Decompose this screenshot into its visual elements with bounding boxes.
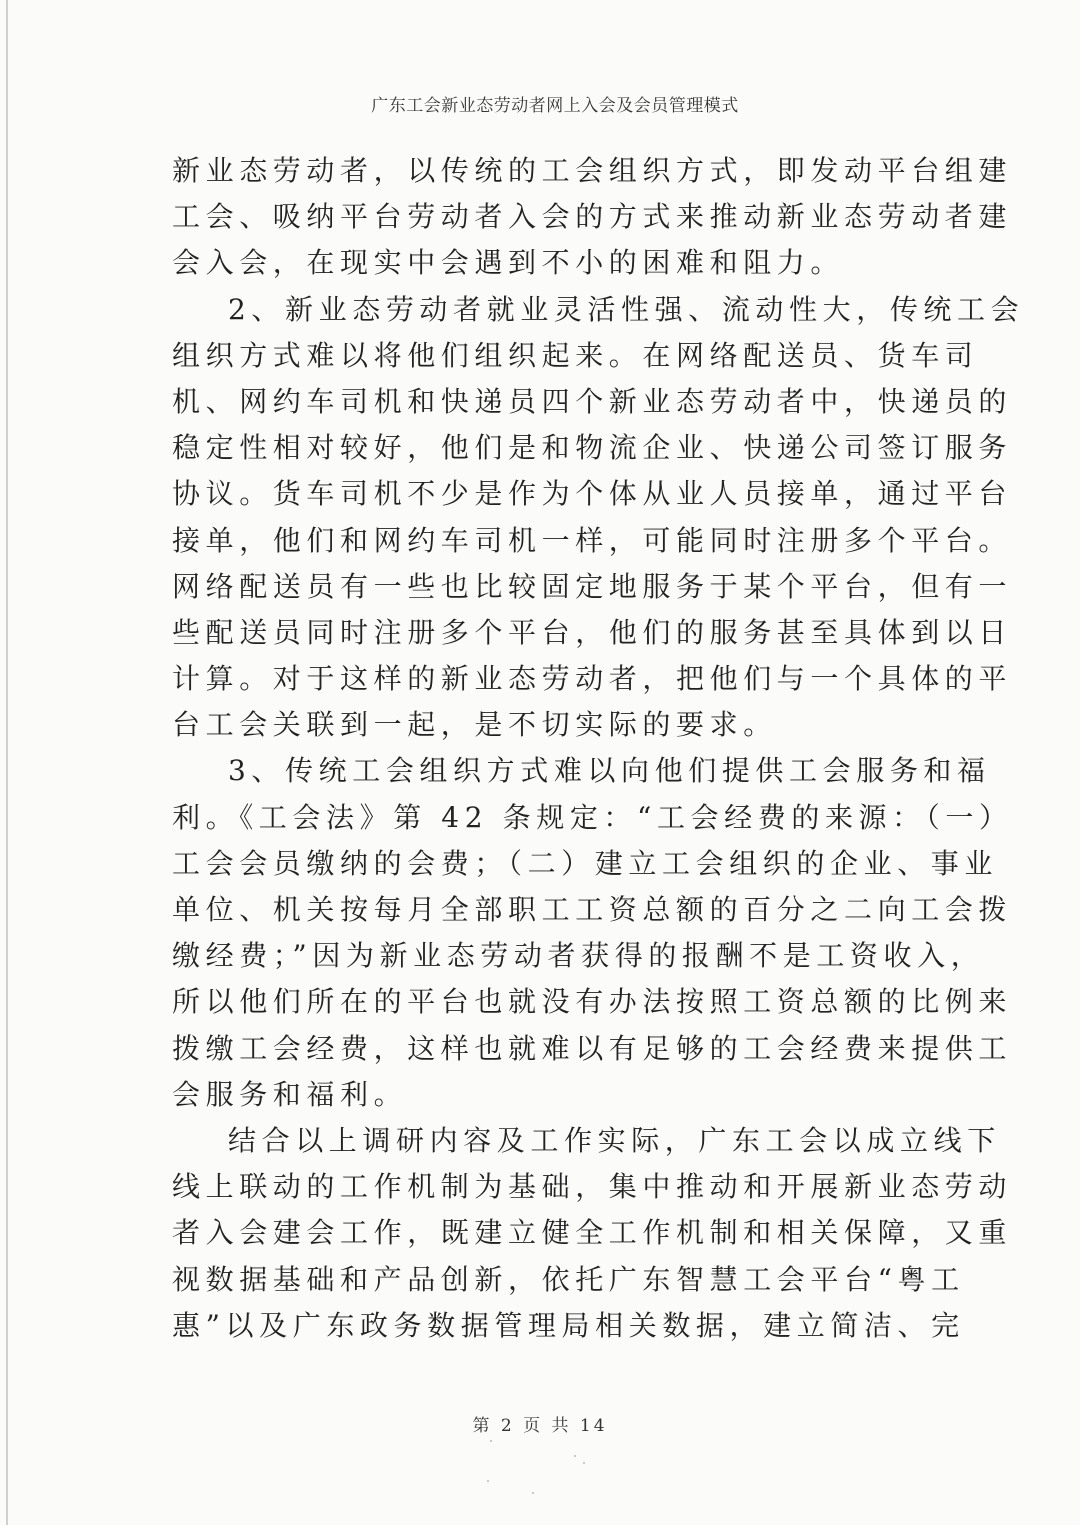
text-line: 者入会建会工作，既建立健全工作机制和相关保障，又重 xyxy=(172,1216,1013,1250)
page-edge-shadow xyxy=(6,0,8,1525)
scan-speck xyxy=(574,1455,576,1457)
running-header: 广东工会新业态劳动者网上入会及会员管理模式 xyxy=(371,96,739,116)
text-line: 机、网约车司机和快递员四个新业态劳动者中，快递员的 xyxy=(172,384,1013,418)
text-line: 稳定性相对较好，他们是和物流企业、快递公司签订服务 xyxy=(172,431,1013,465)
text-line: 会入会，在现实中会遇到不小的困难和阻力。 xyxy=(172,246,845,280)
text-line: 组织方式难以将他们组织起来。在网络配送员、货车司 xyxy=(172,338,979,372)
text-line: 结合以上调研内容及工作实际，广东工会以成立线下 xyxy=(228,1123,1001,1157)
text-line: 计算。对于这样的新业态劳动者，把他们与一个具体的平 xyxy=(172,662,1013,696)
text-line: 缴经费；”因为新业态劳动者获得的报酬不是工资收入， xyxy=(172,939,985,973)
text-line: 拨缴工会经费，这样也就难以有足够的工会经费来提供工 xyxy=(172,1031,1013,1065)
text-line: 3、传统工会组织方式难以向他们提供工会服务和福 xyxy=(228,754,991,788)
scan-speck xyxy=(532,1492,534,1494)
text-line: 接单，他们和网约车司机一样，可能同时注册多个平台。 xyxy=(172,523,1013,557)
text-line: 新业态劳动者，以传统的工会组织方式，即发动平台组建 xyxy=(172,154,1013,187)
text-line: 利。《工会法》第 42 条规定：“工会经费的来源：（一） xyxy=(172,800,1013,834)
scan-speck xyxy=(487,1480,489,1482)
text-line: 工会会员缴纳的会费；（二）建立工会组织的企业、事业 xyxy=(172,846,999,880)
text-line: 惠”以及广东政务数据管理局相关数据，建立简洁、完 xyxy=(172,1308,965,1342)
text-line: 2、新业态劳动者就业灵活性强、流动性大，传统工会 xyxy=(228,292,1025,326)
scan-speck xyxy=(490,1440,492,1442)
text-line: 视数据基础和产品创新，依托广东智慧工会平台“粤工 xyxy=(172,1262,965,1296)
text-line: 工会、吸纳平台劳动者入会的方式来推动新业态劳动者建 xyxy=(172,200,1013,234)
text-line: 线上联动的工作机制为基础，集中推动和开展新业态劳动 xyxy=(172,1170,1013,1204)
text-line: 所以他们所在的平台也就没有办法按照工资总额的比例来 xyxy=(172,985,1013,1019)
text-line: 些配送员同时注册多个平台，他们的服务甚至具体到以日 xyxy=(172,615,1013,649)
text-line: 协议。货车司机不少是作为个体从业人员接单，通过平台 xyxy=(172,477,1013,511)
scan-speck xyxy=(583,1462,585,1464)
text-line: 网络配送员有一些也比较固定地服务于某个平台，但有一 xyxy=(172,569,1013,603)
text-line: 台工会关联到一起，是不切实际的要求。 xyxy=(172,708,777,742)
page-number-footer: 第 2 页 共 14 xyxy=(472,1416,608,1436)
text-line: 会服务和福利。 xyxy=(172,1077,408,1111)
text-line: 单位、机关按每月全部职工工资总额的百分之二向工会拨 xyxy=(172,893,1013,926)
body-text xyxy=(172,148,1025,1349)
